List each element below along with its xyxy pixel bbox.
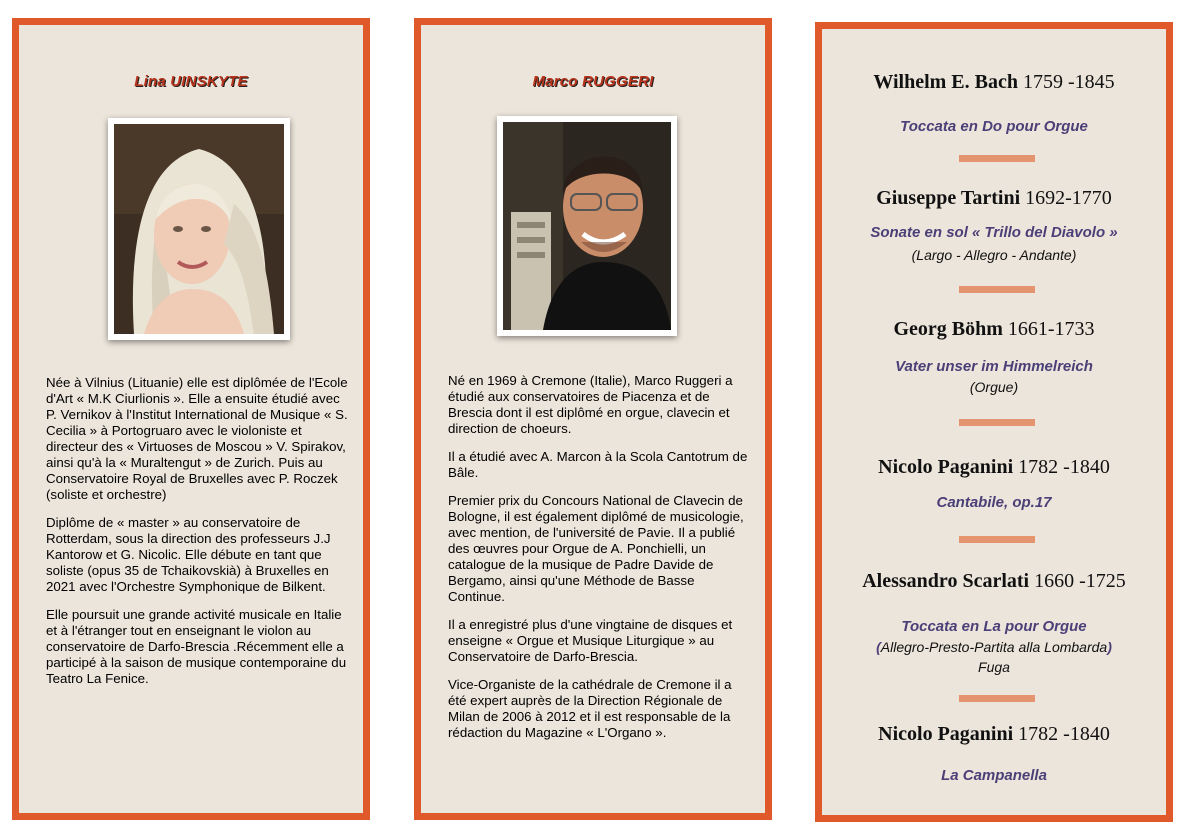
bio-paragraph: Diplôme de « master » au conservatoire de Rotterdam, sous la direction des professeurs J.J Kantorow et G. Nicolic. Elle débute en tant que soliste (opus 35 de Tchaikovskià) à Bruxelles en 2021 avec l'Orchestre Symphonique de Bilkent.	[46, 515, 331, 594]
program-piece: Sonate en sol « Trillo del Diavolo »	[870, 224, 1118, 241]
program-composer: Nicolo Paganini 1782 -1840	[878, 723, 1110, 745]
bio-paragraph: Né en 1969 à Cremone (Italie), Marco Ruggeri a étudié aux conservatoires de Piacenza et de Brescia dont il est diplômé en orgue, clavecin et direction de choeurs.	[448, 373, 733, 436]
bio-paragraph: Il a étudié avec A. Marcon à la Scola Cantotrum de Bâle.	[448, 449, 748, 480]
program-piece: Cantabile, op.17	[936, 494, 1052, 511]
separator	[959, 155, 1035, 162]
bio-paragraph: Premier prix du Concours National de Clavecin de Bologne, il est également diplômé de musicologie, avec mention, de l'université de Pavie. Il a publié des œuvres pour Orgue de A. Ponchielli, un catalogue de la musique de Padre Davide de Bergamo, ainsi qu'une Méthode de Basse Continue.	[448, 493, 744, 604]
bio-paragraph: Vice-Organiste de la cathédrale de Cremone il a été expert auprès de la Direction Régionale de Milan de 2006 à 2012 et il est responsable de la rédaction du Magazine « L'Organo ».	[448, 677, 732, 740]
performer-name: Lina UINSKYTE	[134, 73, 248, 90]
program-detail: (Largo - Allegro - Andante)	[911, 247, 1077, 263]
program-detail: Fuga	[978, 659, 1010, 675]
program-piece: Toccata en La pour Orgue	[901, 618, 1087, 635]
program-detail: (Orgue)	[969, 379, 1019, 395]
program-piece: Toccata en Do pour Orgue	[900, 118, 1088, 135]
bio-paragraph: Elle poursuit une grande activité musicale en Italie et à l'étranger tout en enseignant le violon au conservatoire de Darfo-Brescia .Récemment elle a participé à la saison de musique contemporaine du Teatro La Fenice.	[46, 607, 347, 686]
bio-paragraph: Née à Vilnius (Lituanie) elle est diplômée de l'Ecole d'Art « M.K Ciurlionis ». Elle a ensuite étudié avec P. Vernikov à l'Institut International de Musique « S. Cecilia » à Portogruaro avec le violoniste et directeur des « Virtuoses de Moscou » V. Spirakov, ainsi qu'à la « Muraltengut » de Zurich. Puis au Conservatoire Royal de Bruxelles avec P. Roczek (soliste et orchestre)	[46, 375, 348, 502]
program-detail: (Allegro-Presto-Partita alla Lombarda)	[876, 639, 1112, 655]
program-composer: Alessandro Scarlati 1660 -1725	[862, 570, 1126, 592]
program-composer: Nicolo Paganini 1782 -1840	[878, 456, 1110, 478]
separator	[959, 286, 1035, 293]
program-composer: Georg Böhm 1661-1733	[893, 318, 1095, 340]
biography-text	[448, 373, 748, 753]
biography-panel-lina	[12, 18, 370, 820]
program-piece: La Campanella	[941, 767, 1047, 784]
bio-paragraph: Il a enregistré plus d'une vingtaine de disques et enseigne « Orgue et Musique Liturgique » au Conservatoire de Darfo-Brescia.	[448, 617, 733, 664]
separator	[959, 419, 1035, 426]
concert-program-panel	[815, 22, 1173, 822]
biography-panel-marco	[414, 18, 772, 820]
program-composer: Wilhelm E. Bach 1759 -1845	[873, 71, 1115, 93]
separator	[959, 695, 1035, 702]
biography-text	[46, 375, 352, 699]
separator	[959, 536, 1035, 543]
performer-photo	[108, 118, 290, 340]
program-piece: Vater unser im Himmelreich	[895, 358, 1093, 375]
program-composer: Giuseppe Tartini 1692-1770	[876, 187, 1112, 209]
performer-photo	[497, 116, 677, 336]
performer-name: Marco RUGGERI	[532, 73, 654, 90]
